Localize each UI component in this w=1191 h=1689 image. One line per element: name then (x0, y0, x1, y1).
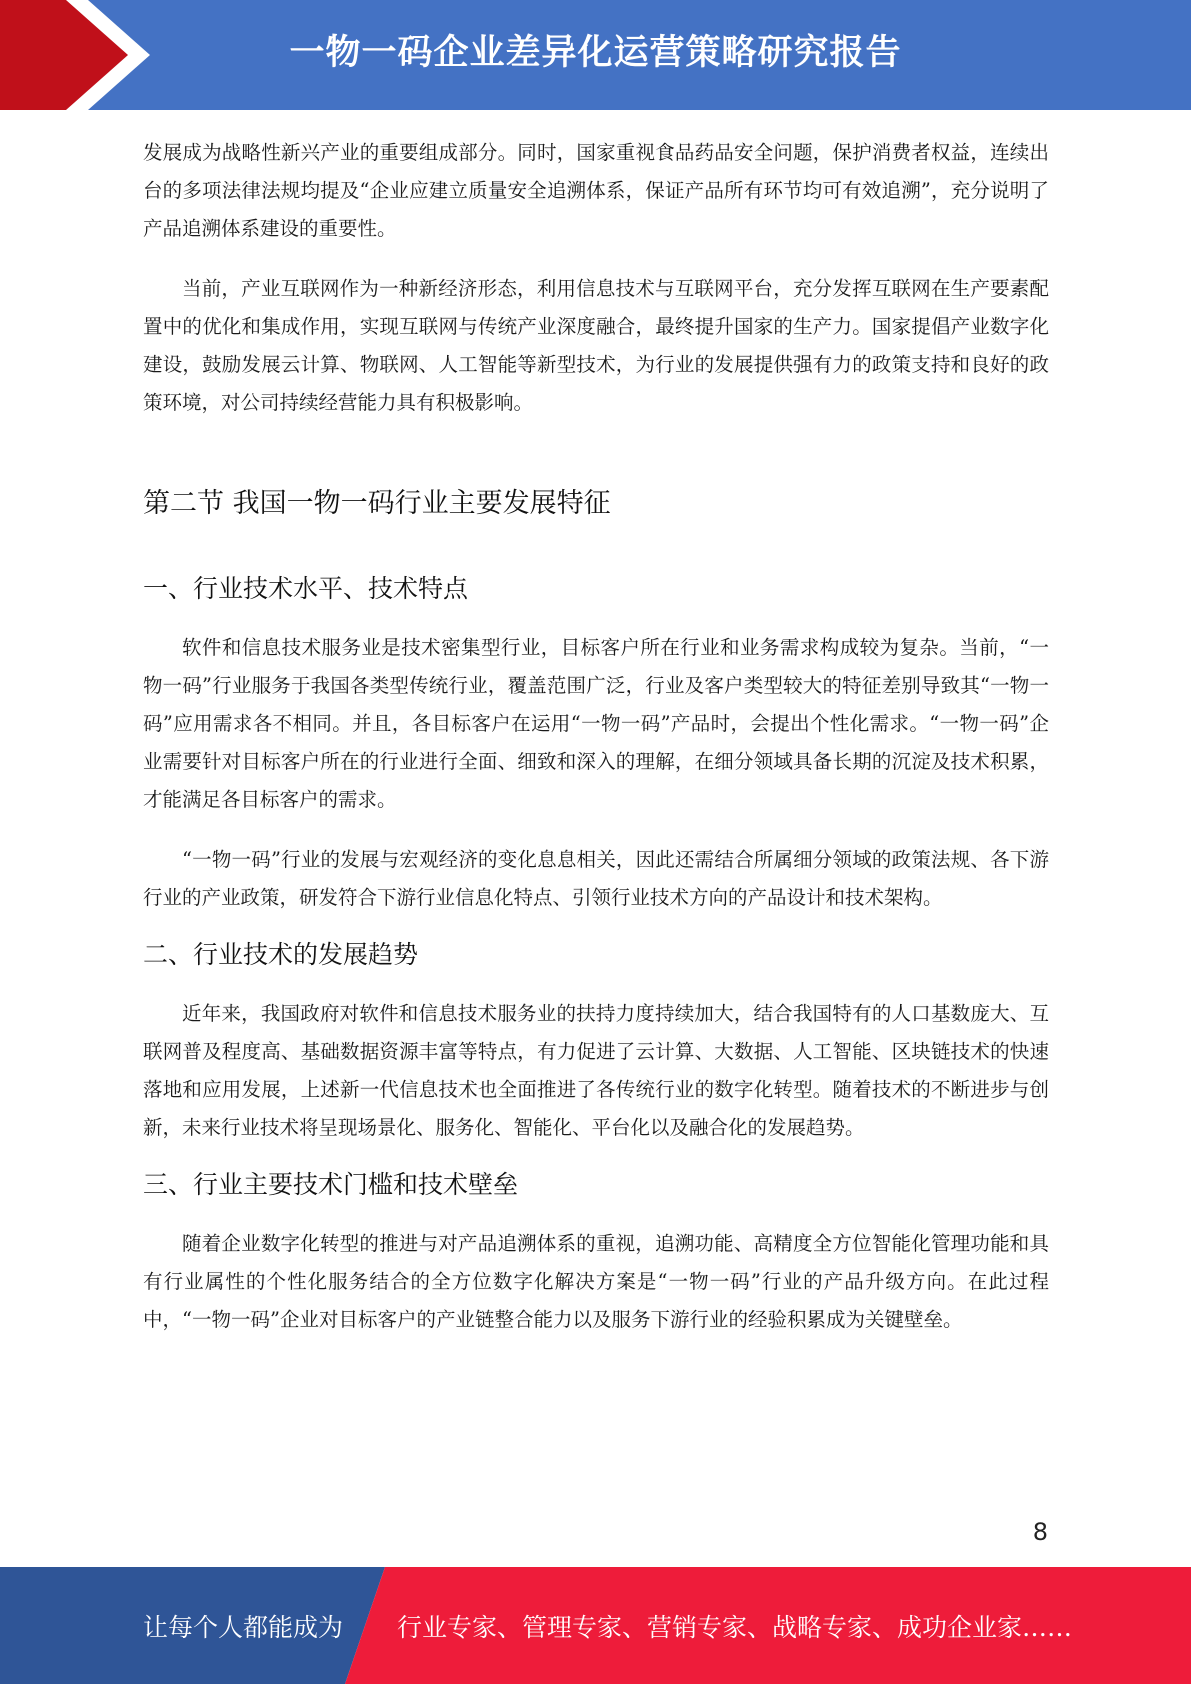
subheading-tech-barriers: 三、行业主要技术门槛和技术壁垒 (143, 1170, 519, 1199)
page-number: 8 (1032, 1518, 1048, 1546)
subheading-tech-level: 一、行业技术水平、技术特点 (143, 574, 469, 603)
page-header (0, 0, 1191, 110)
report-title: 一物一码企业差异化运营策略研究报告 (289, 33, 902, 73)
paragraph-industrial-internet: 当前，产业互联网作为一种新经济形态，利用信息技术与互联网平台，充分发挥互联网在生产要素配置中的优化和集成作用，实现互联网与传统产业深度融合，最终提升国家的生产力。国家提倡产业数字化建设，鼓励发展云计算、物联网、人工智能等新型技术，为行业的发展提供强有力的政策支持和良好的政策环境，对公司持续经营能力具有积极影响。 (143, 277, 1049, 414)
section-heading: 第二节 我国一物一码行业主要发展特征 (143, 488, 611, 519)
paragraph-tech-trend: 近年来，我国政府对软件和信息技术服务业的扶持力度持续加大，结合我国特有的人口基数庞大、互联网普及程度高、基础数据资源丰富等特点，有力促进了云计算、大数据、人工智能、区块链技术的快速落地和应用发展，上述新一代信息技术也全面推进了各传统行业的数字化转型。随着技术的不断进步与创新，未来行业技术将呈现场景化、服务化、智能化、平台化以及融合化的发展趋势。 (143, 1002, 1049, 1139)
paragraph-continuation: 发展成为战略性新兴产业的重要组成部分。同时，国家重视食品药品安全问题，保护消费者权益，连续出台的多项法律法规均提及“企业应建立质量安全追溯体系，保证产品所有环节均可有效追溯”，充分说明了产品追溯体系建设的重要性。 (143, 141, 1049, 240)
paragraph-tech-barriers: 随着企业数字化转型的推进与对产品追溯体系的重视，追溯功能、高精度全方位智能化管理功能和具有行业属性的个性化服务结合的全方位数字化解决方案是“一物一码”行业的产品升级方向。在此过程中，“一物一码”企业对目标客户的产业链整合能力以及服务下游行业的经验积累成为关键壁垒。 (143, 1232, 1049, 1331)
subheading-tech-trend: 二、行业技术的发展趋势 (143, 940, 419, 969)
paragraph-tech-level: 软件和信息技术服务业是技术密集型行业，目标客户所在行业和业务需求构成较为复杂。当前，“一物一码”行业服务于我国各类型传统行业，覆盖范围广泛，行业及客户类型较大的特征差别导致其“一物一码”应用需求各不相同。并且，各目标客户在运用“一物一码”产品时，会提出个性化需求。“一物一码”企业需要针对目标客户所在的行业进行全面、细致和深入的理解，在细分领域具备长期的沉淀及技术积累，才能满足各目标客户的需求。 (143, 636, 1049, 811)
footer-slogan-right: 行业专家、管理专家、营销专家、战略专家、成功企业家…… (397, 1613, 1073, 1642)
paragraph-macro-economy: “一物一码”行业的发展与宏观经济的变化息息相关，因此还需结合所属细分领域的政策法规、各下游行业的产业政策，研发符合下游行业信息化特点、引领行业技术方向的产品设计和技术架构。 (143, 848, 1049, 909)
footer-slogan-left: 让每个人都能成为 (143, 1613, 344, 1642)
page-footer (0, 1567, 1191, 1684)
document-body (143, 134, 1049, 1339)
